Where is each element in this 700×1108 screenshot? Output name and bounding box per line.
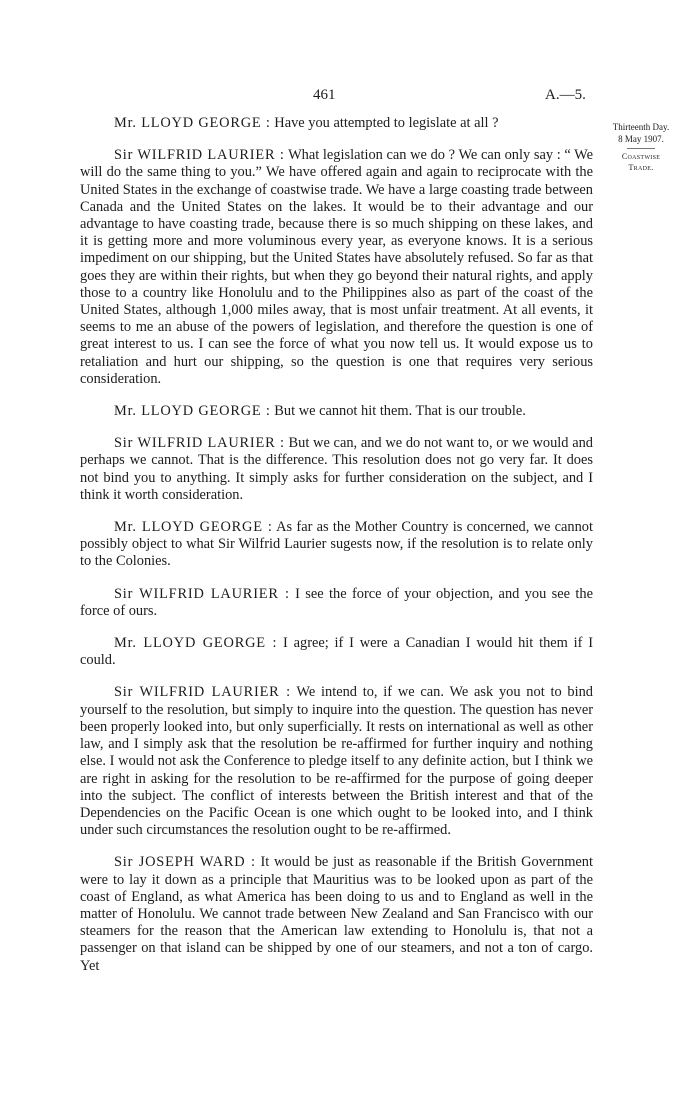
speech-text: What legislation can we do ? We can only say : “ We will do the same thing to you.” We have offered again and again to reciprocate with the United States in the exchange of coastwise trade. We have a large coasting trade between Canada and the United States on the lakes. It would be to their advantage and our advantage to have coasting trade, because there is so much shipping on these lakes, and it is getting more and more voluminous every year, as everyone knows. It is a serious impediment on our shipping, but the United States have absolutely refused. So far as that goes they are within their rights, but when they go beyond their natural rights, and apply those to a country like Honolulu and to the Philippines also as part of the coast of the United States, although 1,000 miles away, that is most unfair treatment. At all events, it seems to me an abuse of the powers of legislation, and therefore the question is one of great interest to us. I can see the force of what you now tell us. It would expose us to retaliation and hurt our shipping, so the question is one that requires very serious consideration.	[80, 147, 593, 387]
document-body	[80, 115, 593, 990]
speaker-name: Mr. LLOYD GEORGE :	[114, 115, 271, 131]
speaker-name: Mr. LLOYD GEORGE :	[114, 635, 278, 652]
speech-text: But we cannot hit them. That is our trouble.	[270, 403, 526, 420]
speech-text: I agree; if I were a Canadian I would hit them if I could.	[80, 635, 593, 669]
speech-paragraph	[80, 403, 593, 420]
document-reference: A.—5.	[545, 87, 586, 103]
speech-text: It would be just as reasonable if the British Government were to lay it down as a principle that Mauritius was to be looked upon as part of the coast of England, as what America has been doing to us and to England as well in the matter of Honolulu. We cannot trade between New Zealand and San Francisco with our steamers for the reason that the American law extending to Honolulu is, that not a passenger on that island can be shipped by one of our steamers, and not a ton of cargo. Yet	[80, 854, 593, 974]
speech-paragraph	[80, 147, 593, 388]
margin-date: 8 May 1907.	[618, 134, 664, 144]
speech-text: I see the force of your objection, and you see the force of ours.	[80, 585, 593, 619]
speech-paragraph	[80, 435, 593, 504]
speaker-name: Sir JOSEPH WARD :	[114, 854, 256, 871]
speech-paragraph	[80, 854, 593, 974]
speech-text: Have you attempted to legislate at all ?	[270, 115, 499, 131]
speaker-name: Mr. LLOYD GEORGE :	[114, 519, 273, 536]
speech-paragraph	[80, 519, 593, 571]
margin-topic-line1: Coastwise	[621, 152, 661, 161]
speech-paragraph	[80, 635, 593, 669]
speaker-name: Sir WILFRID LAURIER :	[114, 435, 285, 452]
page-header	[0, 87, 700, 107]
speaker-name: Sir WILFRID LAURIER :	[114, 585, 290, 602]
speaker-name: Sir WILFRID LAURIER :	[114, 684, 291, 701]
speaker-name: Sir WILFRID LAURIER :	[114, 147, 285, 164]
speech-paragraph	[80, 586, 593, 620]
margin-topic-line2: Trade.	[628, 163, 654, 172]
speaker-name: Mr. LLOYD GEORGE :	[114, 403, 271, 420]
speech-paragraph	[80, 115, 593, 132]
speech-text: We intend to, if we can. We ask you not to bind yourself to the resolution, but simply to inquire into the question. The question has never been properly looked into, but only superficially. It rests on international as well as other law, and I simply ask that the resolution be re-affirmed for further inquiry and nothing else. I would not ask the Conference to pledge itself to any definite action, but I think we are right in asking for the resolution to be re-affirmed for the purpose of going deeper into the subject. The conflict of interests between the British interest and that of the Dependencies on the Pacific Ocean is one which ought to be looked into, and I think under such circumstances the resolution ought to be re-affirmed.	[80, 684, 593, 839]
margin-note	[601, 121, 681, 173]
page-number: 461	[313, 87, 336, 103]
speech-text: As far as the Mother Country is concerned, we cannot possibly object to what Sir Wilfrid Laurier sugests now, if the resolution is to relate only to the Colonies.	[80, 519, 593, 570]
margin-day: Thirteenth Day.	[612, 122, 670, 132]
margin-divider	[627, 148, 655, 149]
speech-paragraph	[80, 684, 593, 839]
speech-text: But we can, and we do not want to, or we would and perhaps we cannot. That is the difference. This resolution does not go very far. It does not bind you to anything. It simply asks for further consideration on the subject, and I think it worth consideration.	[80, 435, 593, 503]
